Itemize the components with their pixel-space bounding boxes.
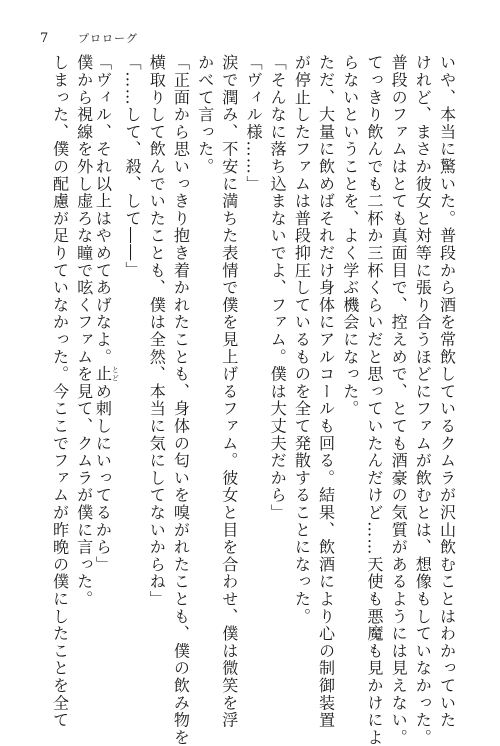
dialogue-text-before: 「ヴィル、それ以上はやめてあげなよ。 bbox=[92, 54, 112, 366]
dialogue-column: 横取りして飲んでいたことも、僕は全然、本当に気にしてないからね」 bbox=[146, 54, 166, 608]
dialogue-column-furigana bbox=[92, 54, 120, 684]
text-column: いや、本当に驚いた。普段から酒を常飲しているクムラが沢山飲むことはわかっていた bbox=[437, 54, 456, 729]
text-column: 涙で潤み、不安に満ちた表情で僕を見上げるファム。彼女と目を合わせ、僕は微笑を浮 bbox=[219, 54, 239, 729]
furigana-reading: とど bbox=[111, 365, 120, 383]
text-column: かべて言った。 bbox=[195, 54, 215, 176]
dialogue-column: 「そんなに落ち込まないでよ、ファム。僕は大丈夫だから」 bbox=[267, 54, 287, 522]
page-number: 7 bbox=[40, 31, 49, 46]
text-column: 僕から視線を外し虚ろな瞳で呟くファムを見て、クムラが僕に言った。 bbox=[74, 54, 94, 608]
text-column: てっきり飲んでも二杯か三杯くらいだと思っていたんだけど……天使も悪魔も見かけによ bbox=[364, 54, 384, 746]
dialogue-column: 「……して、殺、して――」 bbox=[122, 54, 142, 279]
text-column: けれど、まさか彼女と対等に張り合うほどにファムが飲むとは、想像もしていなかった。 bbox=[412, 54, 432, 746]
dialogue-text-after: め刺しにいってるから」 bbox=[92, 382, 112, 574]
vertical-body-text bbox=[47, 54, 458, 746]
text-column: らないということを、よく学ぶ機会になった。 bbox=[340, 54, 360, 418]
text-column: ただ、大量に飲めばそれだけ身体にアルコールも回る。結果、飲酒により心の制御装置 bbox=[316, 54, 336, 729]
running-title: プロローグ bbox=[78, 32, 138, 45]
dialogue-column: 「ヴィル様……」 bbox=[243, 54, 263, 193]
dialogue-column: 「正面から思いっきり抱き着かれたことも、身体の匂いを嗅がれたことも、僕の飲み物を bbox=[170, 54, 190, 746]
text-column: が停止したファムは普段抑圧しているものを全て発散することになった。 bbox=[291, 54, 311, 625]
text-column: しまった、僕の配慮が足りていなかった。今ここでファムが昨晩の僕にしたことを全て bbox=[50, 54, 69, 729]
text-column: 普段のファムはとても真面目で、控えめで、とても酒豪の気質があるようには見えない。 bbox=[388, 54, 408, 746]
furigana-ruby: 止 とど bbox=[92, 365, 120, 383]
